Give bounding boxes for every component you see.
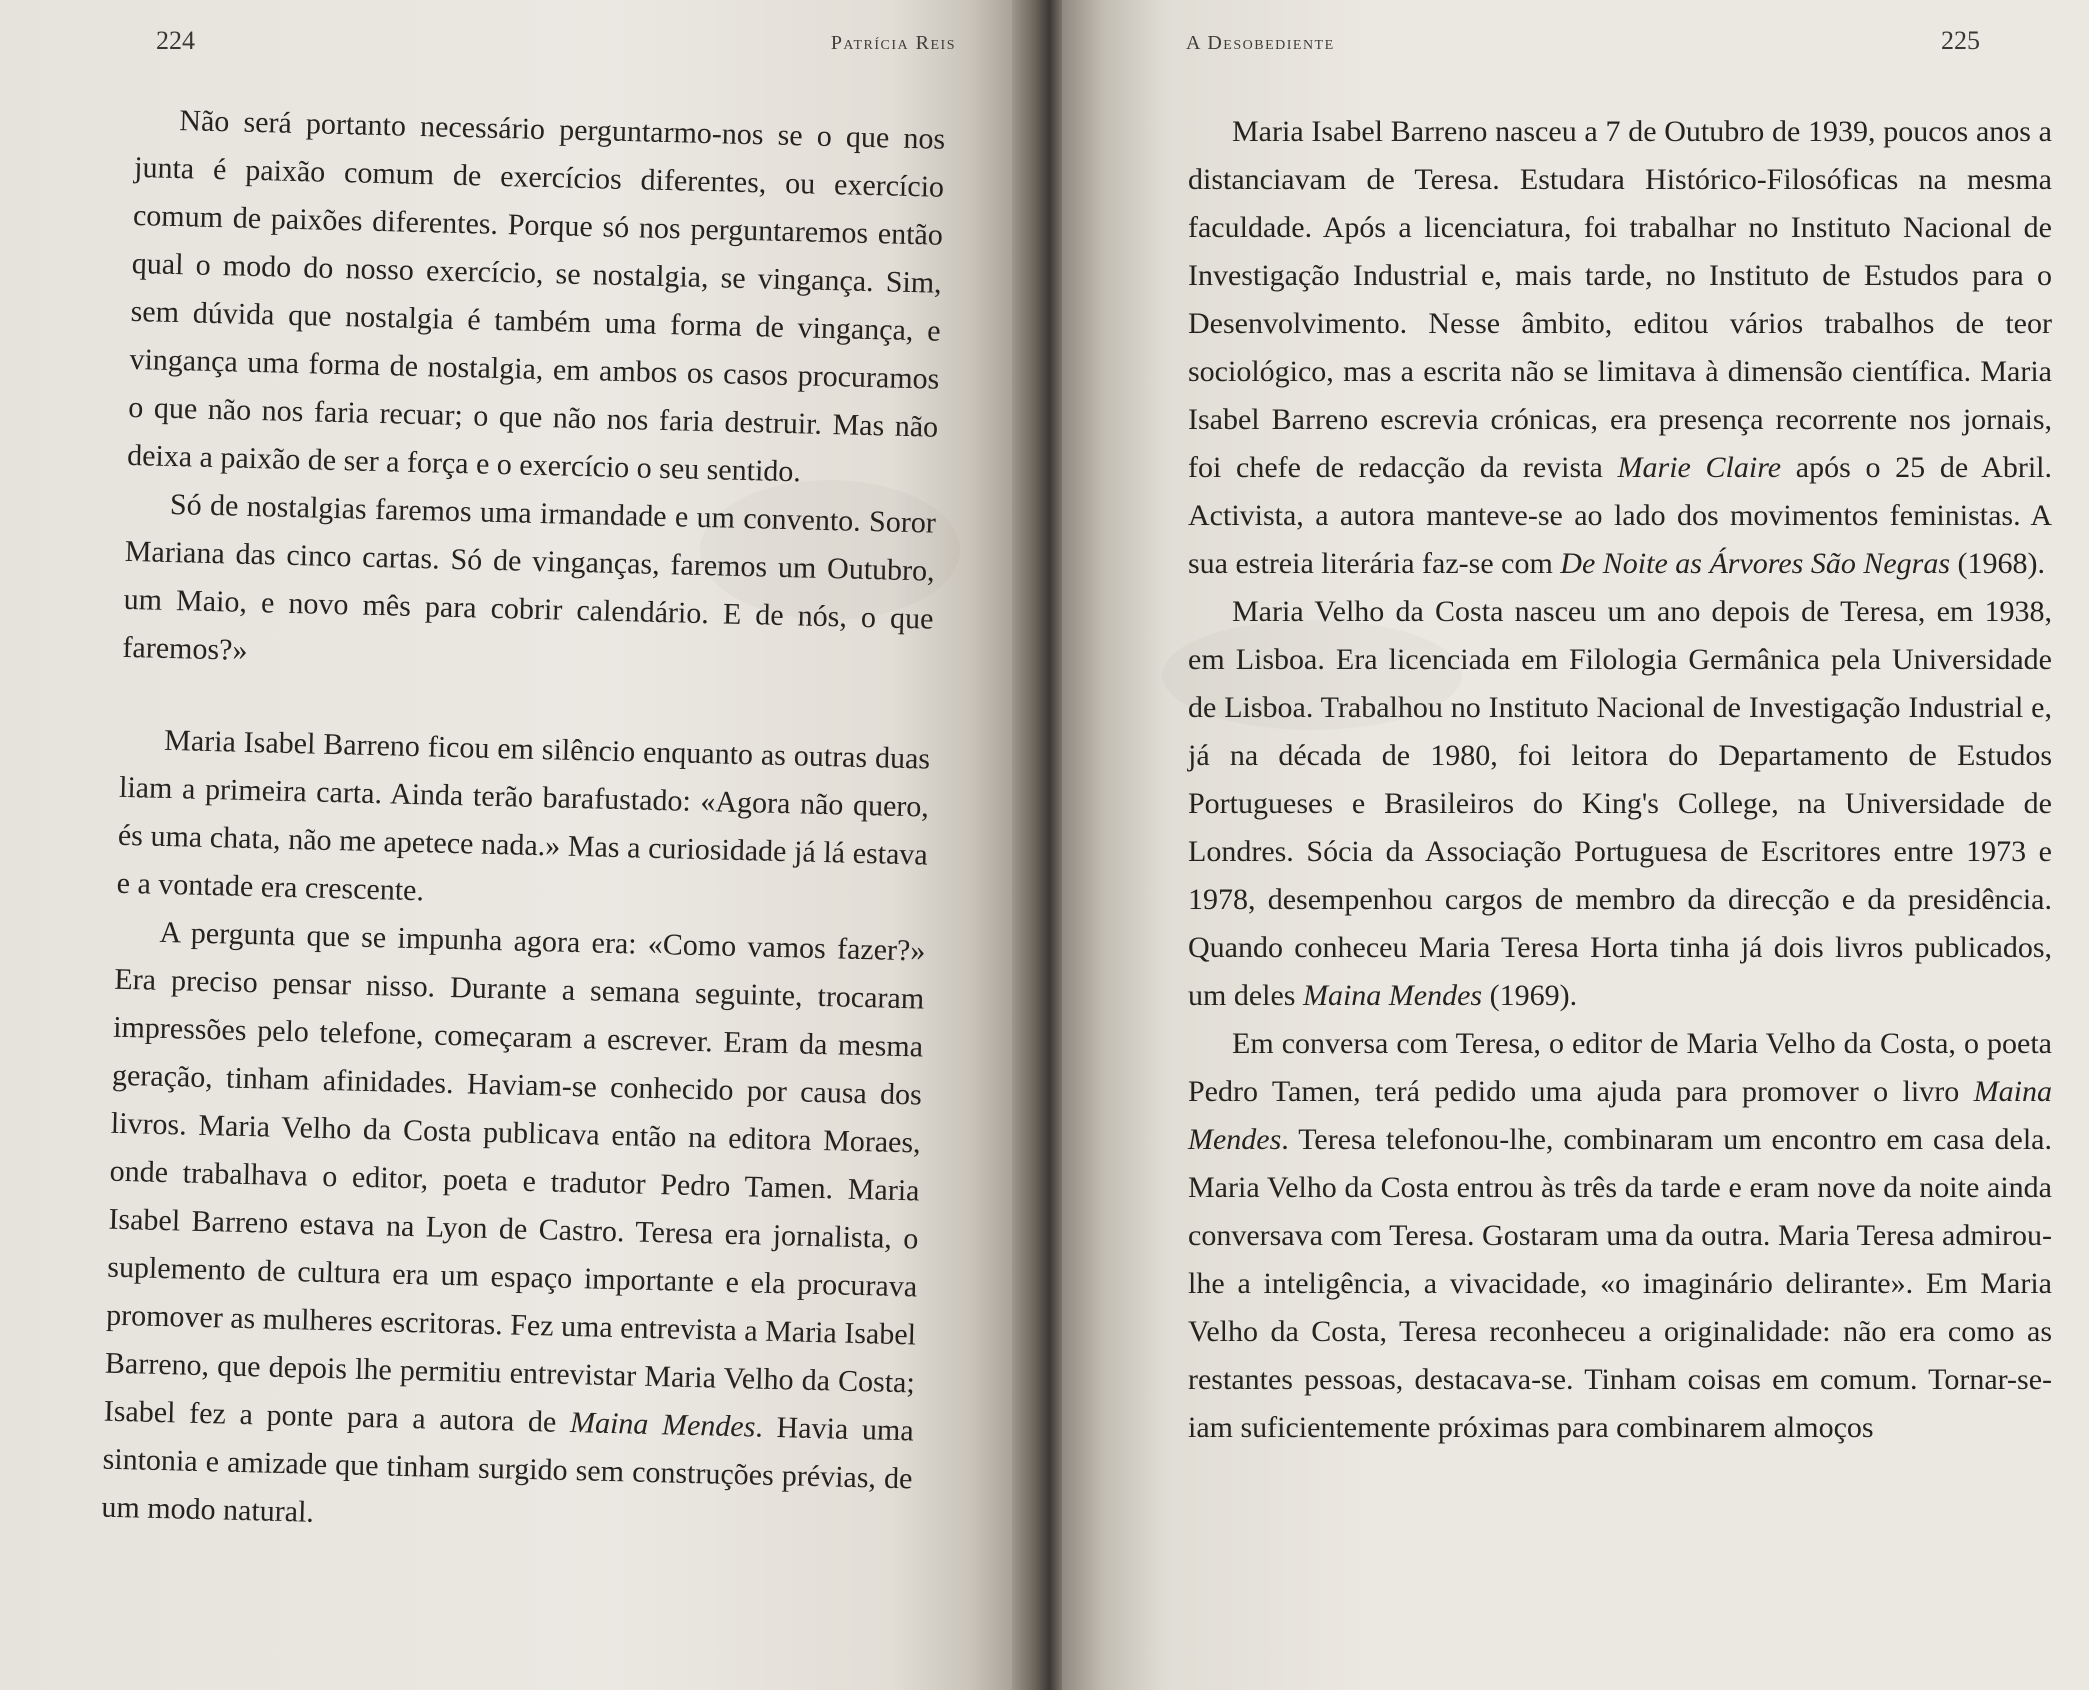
running-head-author: Patrícia Reis: [830, 32, 956, 54]
paragraph: Só de nostalgias faremos uma irmandade e um convento. Soror Mariana das cinco cartas. Só de vinganças, faremos um Outubro, um Maio, e novo mês para cobrir calendário. E de nós, o que faremos?»: [122, 487, 937, 667]
paragraph: A pergunta que se impunha agora era: «Como vamos fazer?» Era preciso pensar nisso. Durante a semana seguinte, trocaram impressões pelo telefone, começaram a escrever. Eram da mesma geração, tinham afinidades. Haviam-se conhecido por causa dos livros. Maria Velho da Costa publicava então na editora Moraes, onde trabalhava o editor, poeta e tradutor Pedro Tamen. Maria Isabel Barreno estava na Lyon de Castro. Teresa era jornalista, o suplemento de cultura era um espaço importante e ela procurava promover as mulheres escritoras. Fez uma entrevista a Maria Isabel Barreno, que depois lhe permitiu entrevistar Maria Velho da Costa; Isabel fez a ponte para a autora de Maina Mendes. Havia uma sintonia e amizade que tinham surgido sem construções prévias, de um modo natural.: [101, 915, 926, 1529]
page-number: 225: [1941, 26, 1980, 55]
paragraph: Em conversa com Teresa, o editor de Maria Velho da Costa, o poeta Pedro Tamen, terá pedido uma ajuda para promover o livro Maina Mendes. Teresa telefonou-lhe, combinaram um encontro em casa dela. Maria Velho da Costa entrou às três da tarde e eram nove da noite ainda conversava com Teresa. Gostaram uma da outra. Maria Teresa admirou-lhe a inteligência, a vivacidade, «o imaginário delirante». Em Maria Velho da Costa, Teresa reconheceu a originalidade: não era como as restantes pessoas, destacava-se. Tinham coisas em comum. Tornar-se-iam suficientemente próximas para combinarem almoços: [1188, 1027, 2052, 1444]
paragraph: Maria Isabel Barreno nasceu a 7 de Outubro de 1939, poucos anos a distanciavam de Teresa. Estudara Histórico-Filosóficas na mesma faculdade. Após a licenciatura, foi trabalhar no Instituto Nacional de Investigação Industrial e, mais tarde, no Instituto de Estudos para o Desenvolvimento. Nesse âmbito, editou vários trabalhos de teor sociológico, mas a escrita não se limitava à dimensão científica. Maria Isabel Barreno escrevia crónicas, era presença recorrente nos jornais, foi chefe de redacção da revista Marie Claire após o 25 de Abril. Activista, a autora manteve-se ao lado dos movimentos feministas. A sua estreia literária faz-se com De Noite as Árvores São Negras (1968).: [1188, 115, 2052, 580]
left-page-body: [101, 96, 946, 1551]
paragraph: Maria Velho da Costa nasceu um ano depois de Teresa, em 1938, em Lisboa. Era licenciada em Filologia Germânica pela Universidade de Lisboa. Trabalhou no Instituto Nacional de Investigação Industrial e, já na década de 1980, foi leitora do Departamento de Estudos Portugueses e Brasileiros do King's College, na Universidade de Londres. Sócia da Associação Portuguesa de Escritores entre 1973 e 1978, desempenhou cargos de membro da direcção e da presidência. Quando conheceu Maria Teresa Horta tinha já dois livros publicados, um deles Maina Mendes (1969).: [1188, 595, 2052, 1012]
book-title: De Noite as Árvores São Negras: [1560, 547, 1950, 580]
page-number: 224: [156, 26, 195, 55]
magazine-title: Marie Claire: [1617, 451, 1782, 484]
book-title: Maina Mendes: [1302, 979, 1483, 1012]
book-title: Maina Mendes: [569, 1406, 756, 1444]
left-page: [0, 0, 1012, 1690]
book-title: Maina Mendes: [1188, 1075, 2052, 1156]
book-gutter: [1012, 0, 1062, 1690]
right-page-body: [1188, 108, 2052, 1452]
paragraph: Maria Isabel Barreno ficou em silêncio enquanto as outras duas liam a primeira carta. Ainda terão barafustado: «Agora não quero, és uma chata, não me apetece nada.» Mas a curiosidade já lá estava e a vontade era crescente.: [116, 723, 931, 908]
right-page: [1062, 0, 2089, 1690]
running-head-title: A Desobediente: [1186, 32, 1335, 54]
paragraph: Não será portanto necessário perguntarmo-nos se o que nos junta é paixão comum de exercícios diferentes, ou exercício comum de paixões diferentes. Porque só nos perguntaremos então qual o modo do nosso exercício, se nostalgia, se vingança. Sim, sem dúvida que nostalgia é também uma forma de vingança, e vingança uma forma de nostalgia, em ambos os casos procuramos o que não nos faria recuar; o que não nos faria destruir. Mas não deixa a paixão de ser a força e o exercício o seu sentido.: [126, 104, 946, 489]
